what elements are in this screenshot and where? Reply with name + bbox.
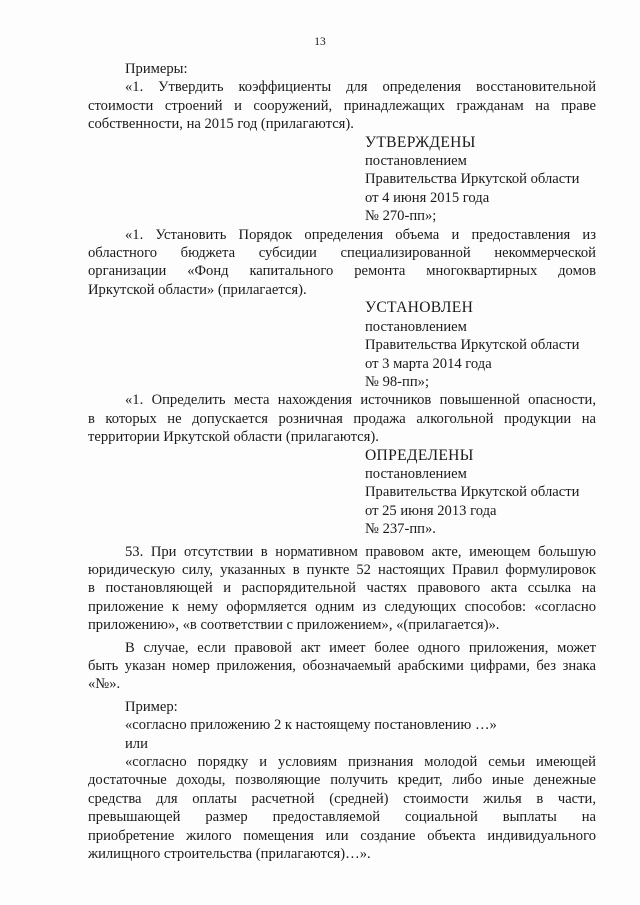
final-example-line2: достаточные доходы, позволяющие получить кредит, либо иные денежные: [88, 772, 596, 789]
stamp-line: Правительства Иркутской области: [365, 484, 580, 501]
stamp-line: Правительства Иркутской области: [365, 171, 580, 188]
final-example-line6: жилищного строительства (прилагаются)…».: [88, 846, 371, 863]
example2-line2: областного бюджета субсидии специализированной некоммерческой: [88, 245, 596, 262]
example-label: Пример:: [125, 698, 178, 715]
final-example-line4: превышающей размер предоставляемой социальной выплаты на: [88, 809, 596, 826]
page-number: 13: [314, 36, 326, 48]
stamp-heading: ОПРЕДЕЛЕНЫ: [365, 446, 474, 464]
final-example-line5: приобретение жилого помещения или создание объекта индивидуального: [88, 827, 596, 844]
example1-line3: собственности, на 2015 год (прилагаются).: [88, 116, 354, 133]
stamp-line: № 270-пп»;: [365, 208, 437, 225]
document-body: [88, 60, 596, 863]
paragraph-53-line5: приложению», «в соответствии с приложением», «(прилагается)».: [88, 617, 500, 634]
example2-line3: организации «Фонд капитального ремонта многоквартирных домов: [88, 263, 596, 280]
paragraph-case-line2: быть указан номер приложения, обозначаемый арабскими цифрами, без знака: [88, 658, 596, 674]
stamp-line: от 3 марта 2014 года: [365, 355, 492, 372]
approval-stamp-1: [365, 134, 596, 226]
paragraph-case-line1: В случае, если правовой акт имеет более одного приложения, может: [125, 639, 596, 656]
paragraph-case-line3: «№».: [88, 676, 121, 693]
stamp-heading: УСТАНОВЛЕН: [365, 299, 474, 317]
example1-line2: стоимости строений и сооружений, принадлежащих гражданам на праве: [88, 97, 596, 114]
or-word: или: [125, 735, 148, 752]
stamp-line: постановлением: [365, 465, 467, 482]
stamp-line: № 237-пп».: [365, 521, 436, 538]
paragraph-53-line4: приложение к нему оформляется одним из следующих способов: «согласно: [88, 598, 596, 615]
approval-stamp-2: [365, 299, 596, 391]
example-line: «согласно приложению 2 к настоящему постановлению …»: [125, 717, 497, 734]
example3-line1: «1. Определить места нахождения источников повышенной опасности,: [125, 392, 596, 409]
example3-line3: территории Иркутской области (прилагаются).: [88, 429, 379, 446]
example2-line1: «1. Установить Порядок определения объема и предоставления из: [125, 226, 596, 243]
final-example-line3: средства для оплаты расчетной (средней) стоимости жилья в части,: [88, 790, 596, 807]
stamp-line: постановлением: [365, 318, 467, 335]
paragraph-53-line1: 53. При отсутствии в нормативном правовом акте, имеющем большую: [125, 543, 596, 560]
stamp-line: № 98-пп»;: [365, 373, 429, 390]
stamp-line: от 25 июня 2013 года: [365, 502, 497, 519]
stamp-line: Правительства Иркутской области: [365, 337, 580, 354]
examples-label: Примеры:: [125, 61, 188, 77]
paragraph-53-line3: в постановляющей и распорядительной частях правового акта ссылка на: [88, 580, 596, 597]
example2-line4: Иркутской области» (прилагается).: [88, 281, 307, 298]
approval-stamp-3: [365, 447, 596, 539]
stamp-line: от 4 июня 2015 года: [365, 189, 490, 206]
example3-line2: в которых не допускается розничная продажа алкогольной продукции на: [88, 410, 596, 427]
paragraph-53-line2: юридическую силу, указанных в пункте 52 настоящих Правил формулировок: [88, 561, 596, 578]
stamp-heading: УТВЕРЖДЕНЫ: [365, 133, 476, 151]
final-example-line1: «согласно порядку и условиям признания молодой семьи имеющей: [125, 754, 596, 771]
stamp-line: постановлением: [365, 153, 467, 170]
example1-line1: «1. Утвердить коэффициенты для определения восстановительной: [125, 79, 596, 96]
